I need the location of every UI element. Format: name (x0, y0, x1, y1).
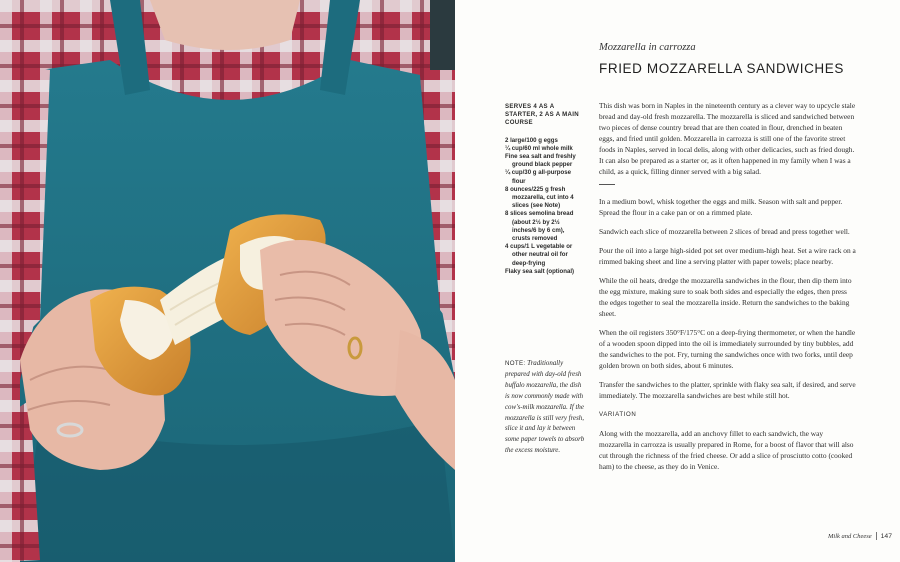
recipe-italian-name: Mozzarella in carrozza (599, 42, 696, 53)
footer-section-name: Milk and Cheese (827, 532, 872, 540)
footer-separator (876, 532, 877, 540)
ingredient-item: Fine sea salt and freshly ground black pepper (505, 153, 576, 169)
intro-paragraph: This dish was born in Naples in the nineteenth century as a clever way to upcycle stale bread and day-old fresh mozzarella. The mozzarella is sliced and sandwiched between two pieces of dense country bread that are then coated in flour, drenched in beaten eggs, and fried until golden. Mozzarella in carrozza is still one of the favorite street foods in Naples, served in local delis, along with other delicacies, such as fried dough. It can also be prepared as a starter or, as it often happened in my family when I was a child, as a quick, filling dinner served with a big salad. (599, 101, 856, 176)
ingredient-item: ¼ cup/30 g all-purpose flour (505, 169, 572, 185)
variation-heading: VARIATION (599, 411, 637, 418)
method-step: Sandwich each slice of mozzarella between 2 slices of bread and press together well. (599, 227, 850, 236)
variation-paragraph: Along with the mozzarella, add an anchovy fillet to each sandwich, the way mozzarella in carrozza is usually prepared in Rome, for a boost of flavor that will also cut through the richness of the fried cheese. Or add a slice of prosciutto cotto (cooked ham) to the cheese, as they do in Venice. (599, 429, 854, 471)
recipe-title: FRIED MOZZARELLA SANDWICHES (599, 61, 844, 76)
recipe-page (455, 0, 900, 562)
serves-info: SERVES 4 AS A STARTER, 2 AS A MAIN COURSE (505, 103, 579, 127)
ingredient-item: 2 large/100 g eggs (505, 136, 558, 144)
note-text: Traditionally prepared with day-old fresh buffalo mozzarella, the dish is now commonly made with cow's-milk mozzarella. If the mozzarella is still very fresh, slice it and lay it between some paper towels to absorb the excess moisture. (505, 360, 585, 455)
method-step: When the oil registers 350°F/175°C on a deep-frying thermometer, or when the handle of a wooden spoon dipped into the oil is immediately surrounded by tiny bubbles, add the sandwiches to the pot. Fry, turning the sandwiches once with two forks, until deep golden brown on both sides, about 6 minutes. (599, 328, 856, 370)
ingredient-item: 4 cups/1 L vegetable or other neutral oil for deep-frying (505, 243, 573, 267)
recipe-note (505, 359, 585, 457)
recipe-body (599, 100, 857, 480)
ingredient-item: Flaky sea salt (optional) (505, 267, 575, 275)
method-step: Pour the oil into a large high-sided pot set over medium-high heat. Set a wire rack on a rimmed baking sheet and line a serving platter with paper towels; place nearby. (599, 246, 856, 266)
note-label: NOTE: (505, 360, 526, 367)
divider (599, 184, 615, 185)
method-step: Transfer the sandwiches to the platter, sprinkle with flaky sea salt, if desired, and serve immediately. The mozzarella sandwiches are best while still hot. (599, 380, 856, 400)
page-footer (828, 532, 892, 540)
ingredient-item: ¼ cup/60 ml whole milk (505, 144, 573, 152)
ingredients-sidebar (505, 103, 583, 276)
method-step: While the oil heats, dredge the mozzarella sandwiches in the flour, then dip them into the egg mixture, making sure to soak both sides and especially the edges, then press the edges together to seal the mozzarella inside. Return the sandwiches to the baking sheet. (599, 276, 852, 318)
ingredient-item: 8 ounces/225 g fresh mozzarella, cut into 4 slices (see Note) (505, 185, 574, 210)
page-number: 147 (880, 532, 892, 540)
method-step: In a medium bowl, whisk together the eggs and milk. Season with salt and pepper. Spread the flour in a cake pan or on a rimmed plate. (599, 197, 843, 217)
ingredient-item: 8 slices semolina bread (about 2½ by 2½ inches/6 by 6 cm), crusts removed (505, 210, 574, 243)
